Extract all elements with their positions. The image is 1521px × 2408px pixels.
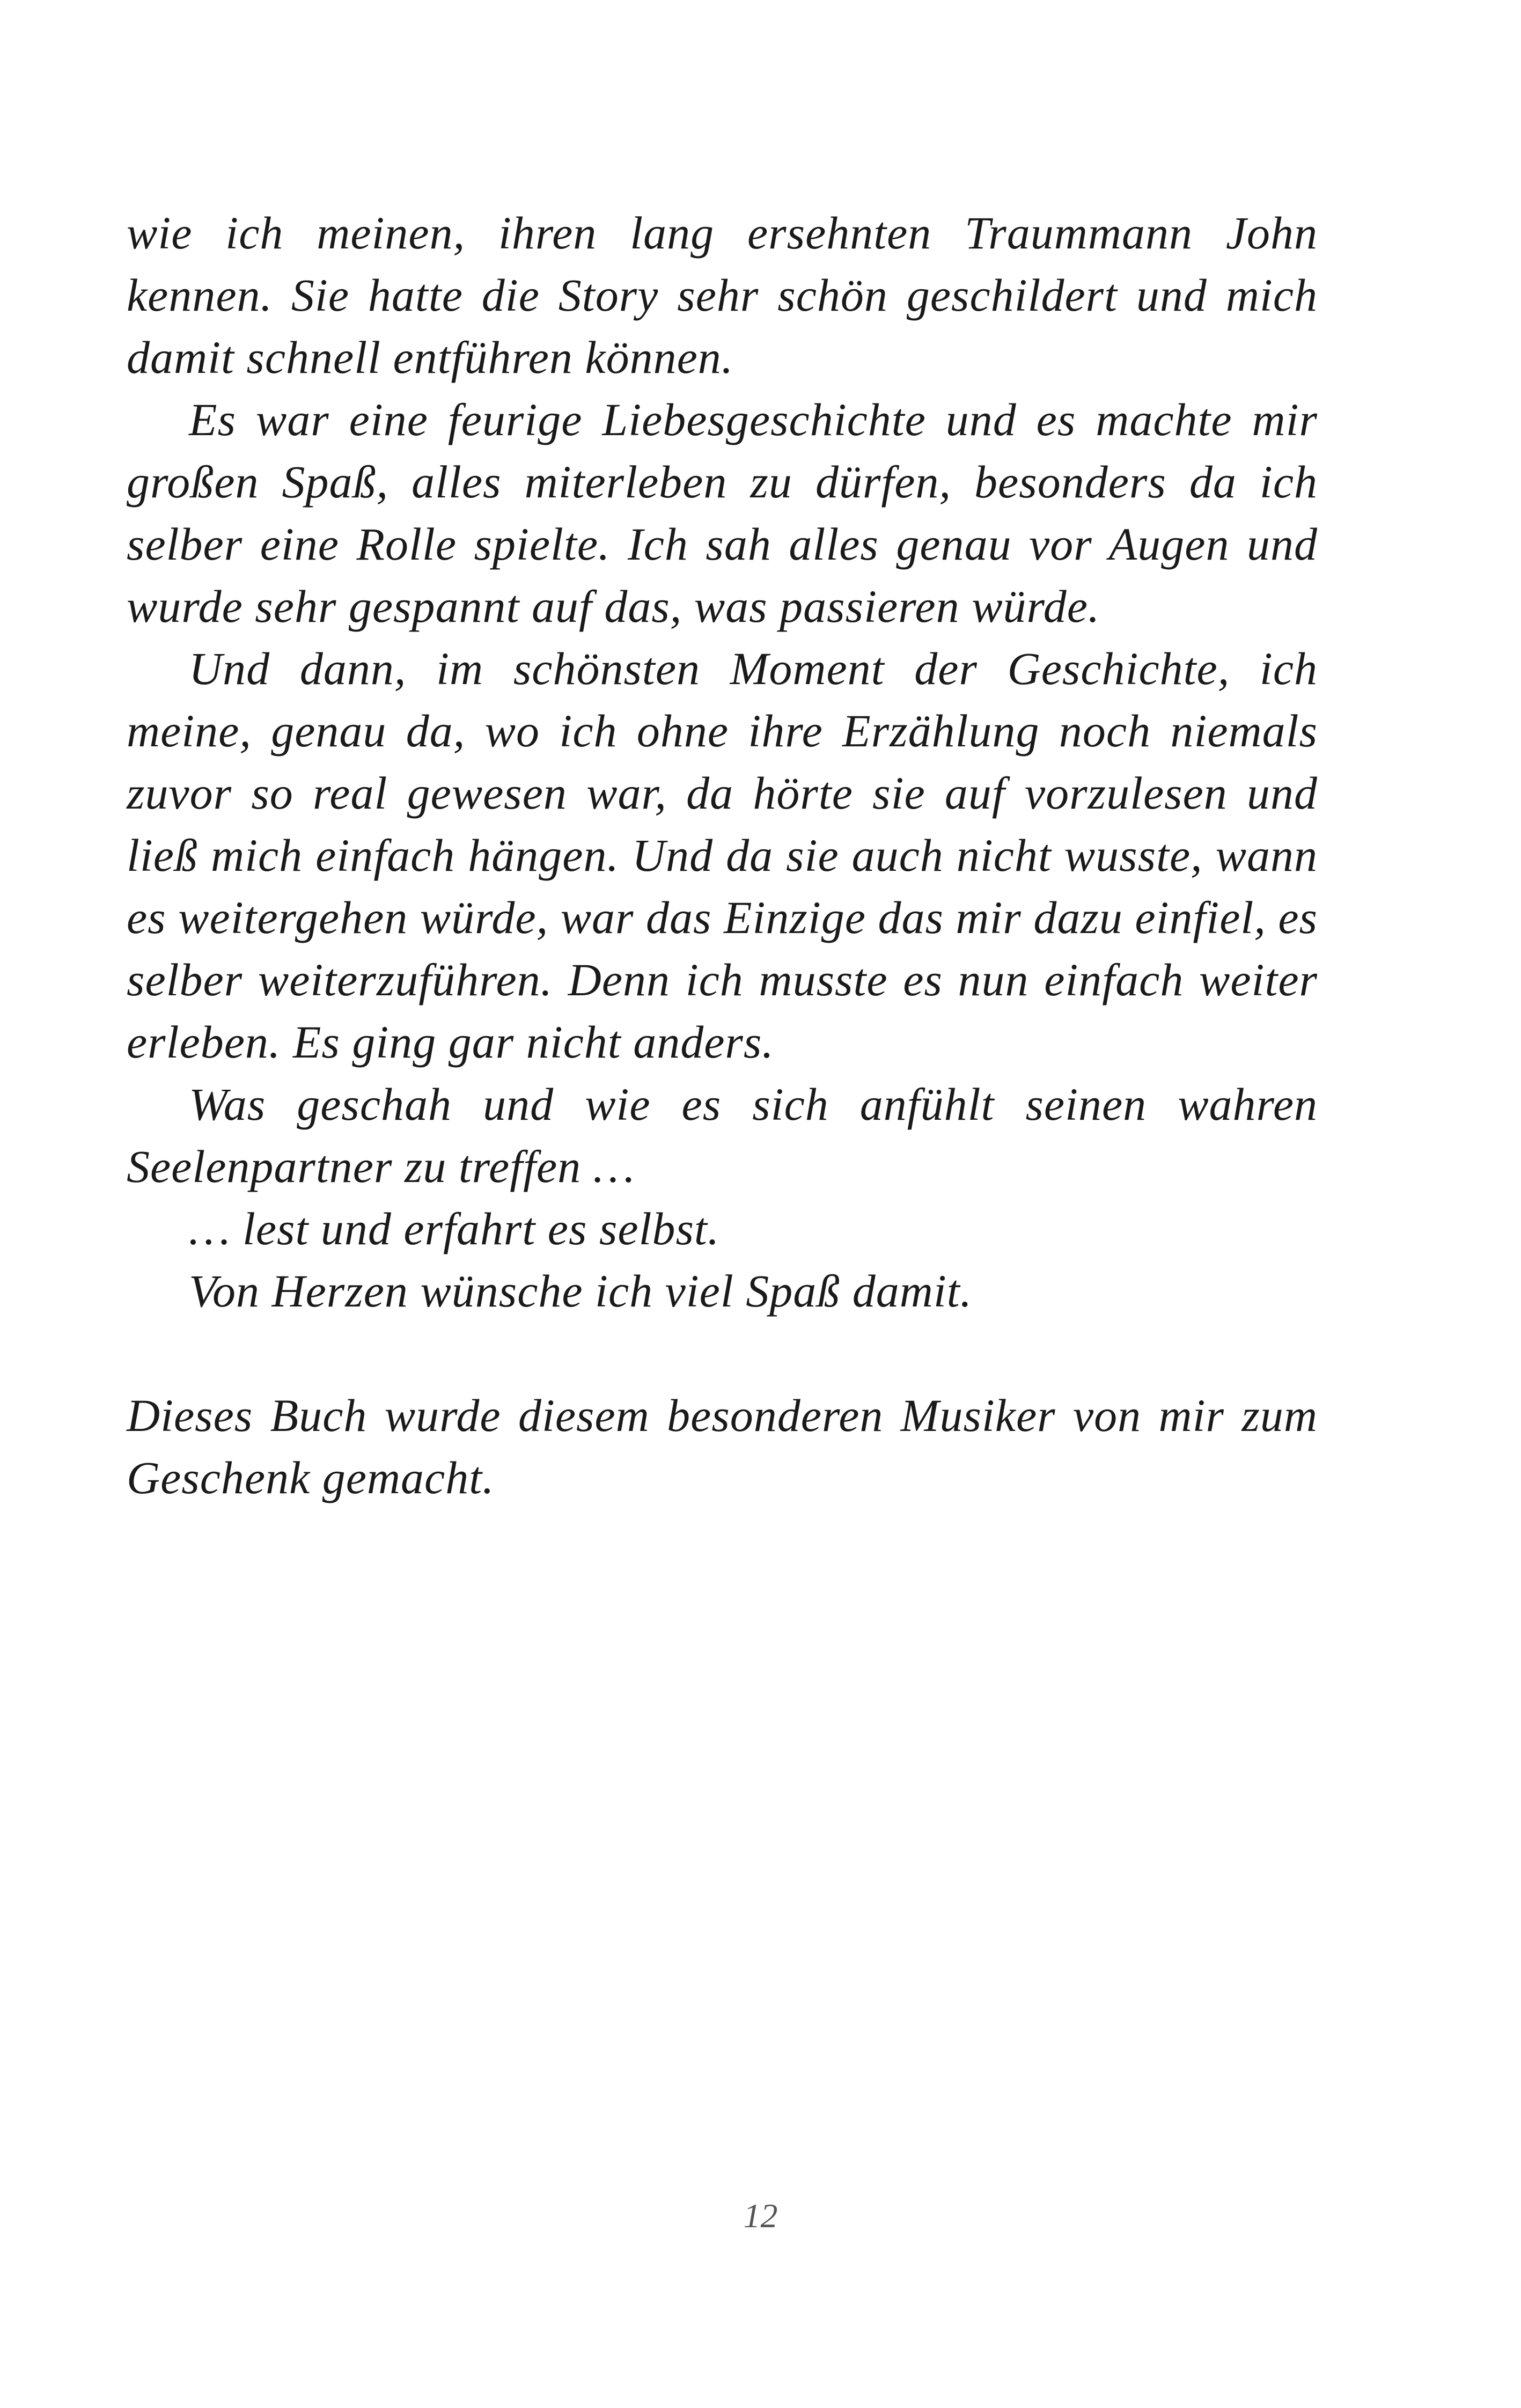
paragraph-5: … lest und erfahrt es selbst. bbox=[189, 1203, 720, 1254]
paragraph-6: Von Herzen wünsche ich viel Spaß damit. bbox=[189, 1265, 973, 1317]
paragraph-4: Was geschah und wie es sich anfühlt seinen wahren Seelenpartner zu treffen … bbox=[127, 1078, 1318, 1192]
paragraph-3: Und dann, im schönsten Moment der Geschichte, ich meine, genau da, wo ich ohne ihre Erzählung noch niemals zuvor so real gewesen war, da hörte sie auf vorzulesen und ließ mich einfach hängen. Und da sie auch nicht wusste, wann es weitergehen würde, war das Einzige das mir dazu einfiel, es selber weiterzuführen. Denn ich musste es nun einfach weiter erleben. Es ging gar nicht anders. bbox=[127, 643, 1318, 1068]
dedication-text: Dieses Buch wurde diesem besonderen Musiker von mir zum Geschenk gemacht. bbox=[127, 1390, 1318, 1503]
paragraph-1: wie ich meinen, ihren lang ersehnten Traummann John kennen. Sie hatte die Story sehr schön geschildert und mich damit schnell entführen können. bbox=[127, 207, 1318, 383]
page-number: 12 bbox=[743, 2197, 778, 2235]
paragraph-2: Es war eine feurige Liebesgeschichte und es machte mir großen Spaß, alles miterleben zu dürfen, besonders da ich selber eine Rolle spielte. Ich sah alles genau vor Augen und wurde sehr gespannt auf das, was passieren würde. bbox=[127, 394, 1318, 632]
body-text bbox=[127, 202, 1318, 1509]
